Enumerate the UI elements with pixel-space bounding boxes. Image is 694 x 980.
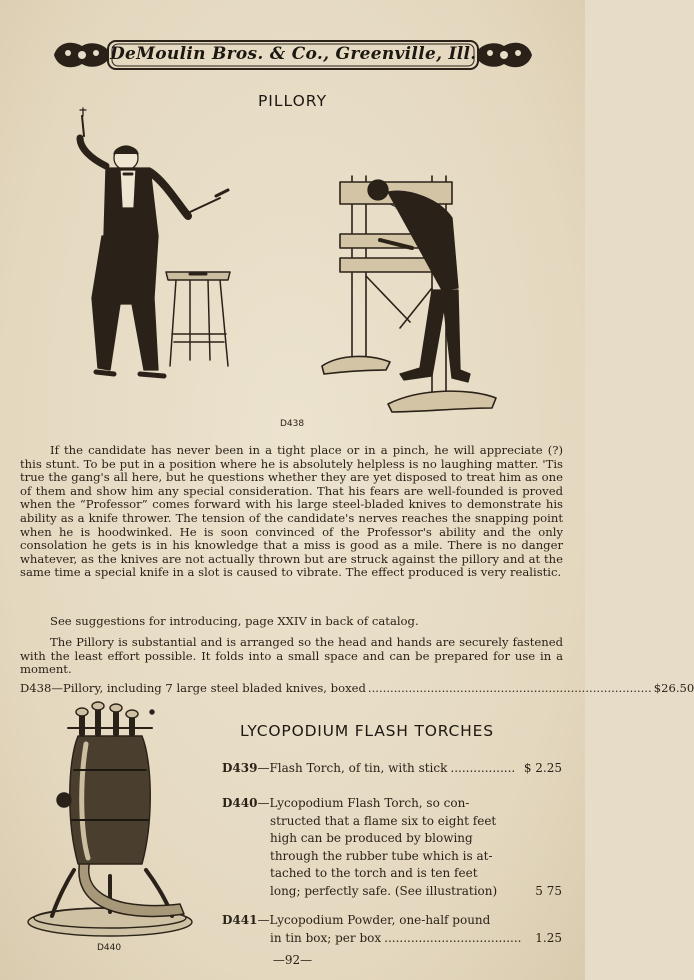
leader-spacer xyxy=(500,883,532,901)
item-price: 1.25 xyxy=(535,930,562,945)
item-text: high can be produced by blowing xyxy=(270,831,473,845)
item-description: D438—Pillory, including 7 large steel bladed knives, boxed xyxy=(20,681,366,695)
item-code: D439 xyxy=(222,761,258,775)
item-price: 5 75 xyxy=(535,883,562,898)
item-text: —Flash Torch, of tin, with stick xyxy=(257,761,448,775)
section-title-pillory: PILLORY xyxy=(257,92,328,110)
price-line-d438 xyxy=(20,681,694,695)
entry-d439 xyxy=(222,760,562,778)
pillory-description: If the candidate has never been in a tight place or in a pinch, he will appreciate (?) this stunt. To be put in a position where he is absolutely helpless is no laughing matter. 'Tis true the gang's all here, but he questions whether they are yet disposed to treat him as one of them and show him any special consideration. That his fears are well-founded is proved when the “Professor” comes forward with his large steel-bladed knives to demonstrate his ability as a knife thrower. The tension of the candidate's nerves reaches the snapping point when he is hoodwinked. He is soon convinced of the Professor's ability and the only consolation he gets is in his knowledge that a miss is good as a mile. There is no danger whatever, as the knives are not actually thrown but are struck against the pillory and at the same time a special knife in a slot is caused to vibrate. The effect produced is very realistic. xyxy=(20,443,563,580)
flash-torch-illustration xyxy=(20,700,210,950)
stool xyxy=(166,272,230,366)
leader-dots: ................. xyxy=(450,761,516,775)
figure-caption-d438: D438 xyxy=(280,419,305,429)
item-code: D441 xyxy=(222,913,258,927)
leader-dots: .................................... xyxy=(384,930,522,945)
knife-thrower-figure xyxy=(80,108,228,376)
header-banner xyxy=(52,38,534,72)
item-text: tached to the torch and is ten feet xyxy=(270,866,478,880)
item-text: long; perfectly safe. (See illustration) xyxy=(270,883,498,898)
item-text: structed that a flame six to eight feet xyxy=(270,813,497,828)
item-text: —Lycopodium Powder, one-half pound xyxy=(257,913,491,927)
figure-caption-d440: D440 xyxy=(97,943,122,953)
pillory-construction: The Pillory is substantial and is arranged so the head and hands are securely fastened with the least effort possible. It folds into a small space and can be prepared for use in a moment. xyxy=(20,635,563,677)
page-number: —92— xyxy=(272,953,313,967)
item-price: $ 2.25 xyxy=(523,761,562,775)
item-code: D440 xyxy=(222,796,258,810)
entry-d441 xyxy=(222,912,562,947)
item-text: in tin box; per box xyxy=(270,930,382,945)
victim-figure xyxy=(368,180,470,382)
publisher-title: DeMoulin Bros. & Co., Greenville, Ill. xyxy=(110,44,477,64)
leader-dots: ............................................................................. xyxy=(367,681,652,695)
item-text: through the rubber tube which is at- xyxy=(270,848,493,863)
entry-d440 xyxy=(222,795,562,900)
section-title-flash-torches: LYCOPODIUM FLASH TORCHES xyxy=(240,722,494,740)
item-price: $26.50 xyxy=(653,681,694,695)
item-text: —Lycopodium Flash Torch, so con- xyxy=(257,796,470,810)
pillory-illustration xyxy=(40,108,510,418)
introducing-note: See suggestions for introducing, page XXIV in back of catalog. xyxy=(50,614,419,628)
